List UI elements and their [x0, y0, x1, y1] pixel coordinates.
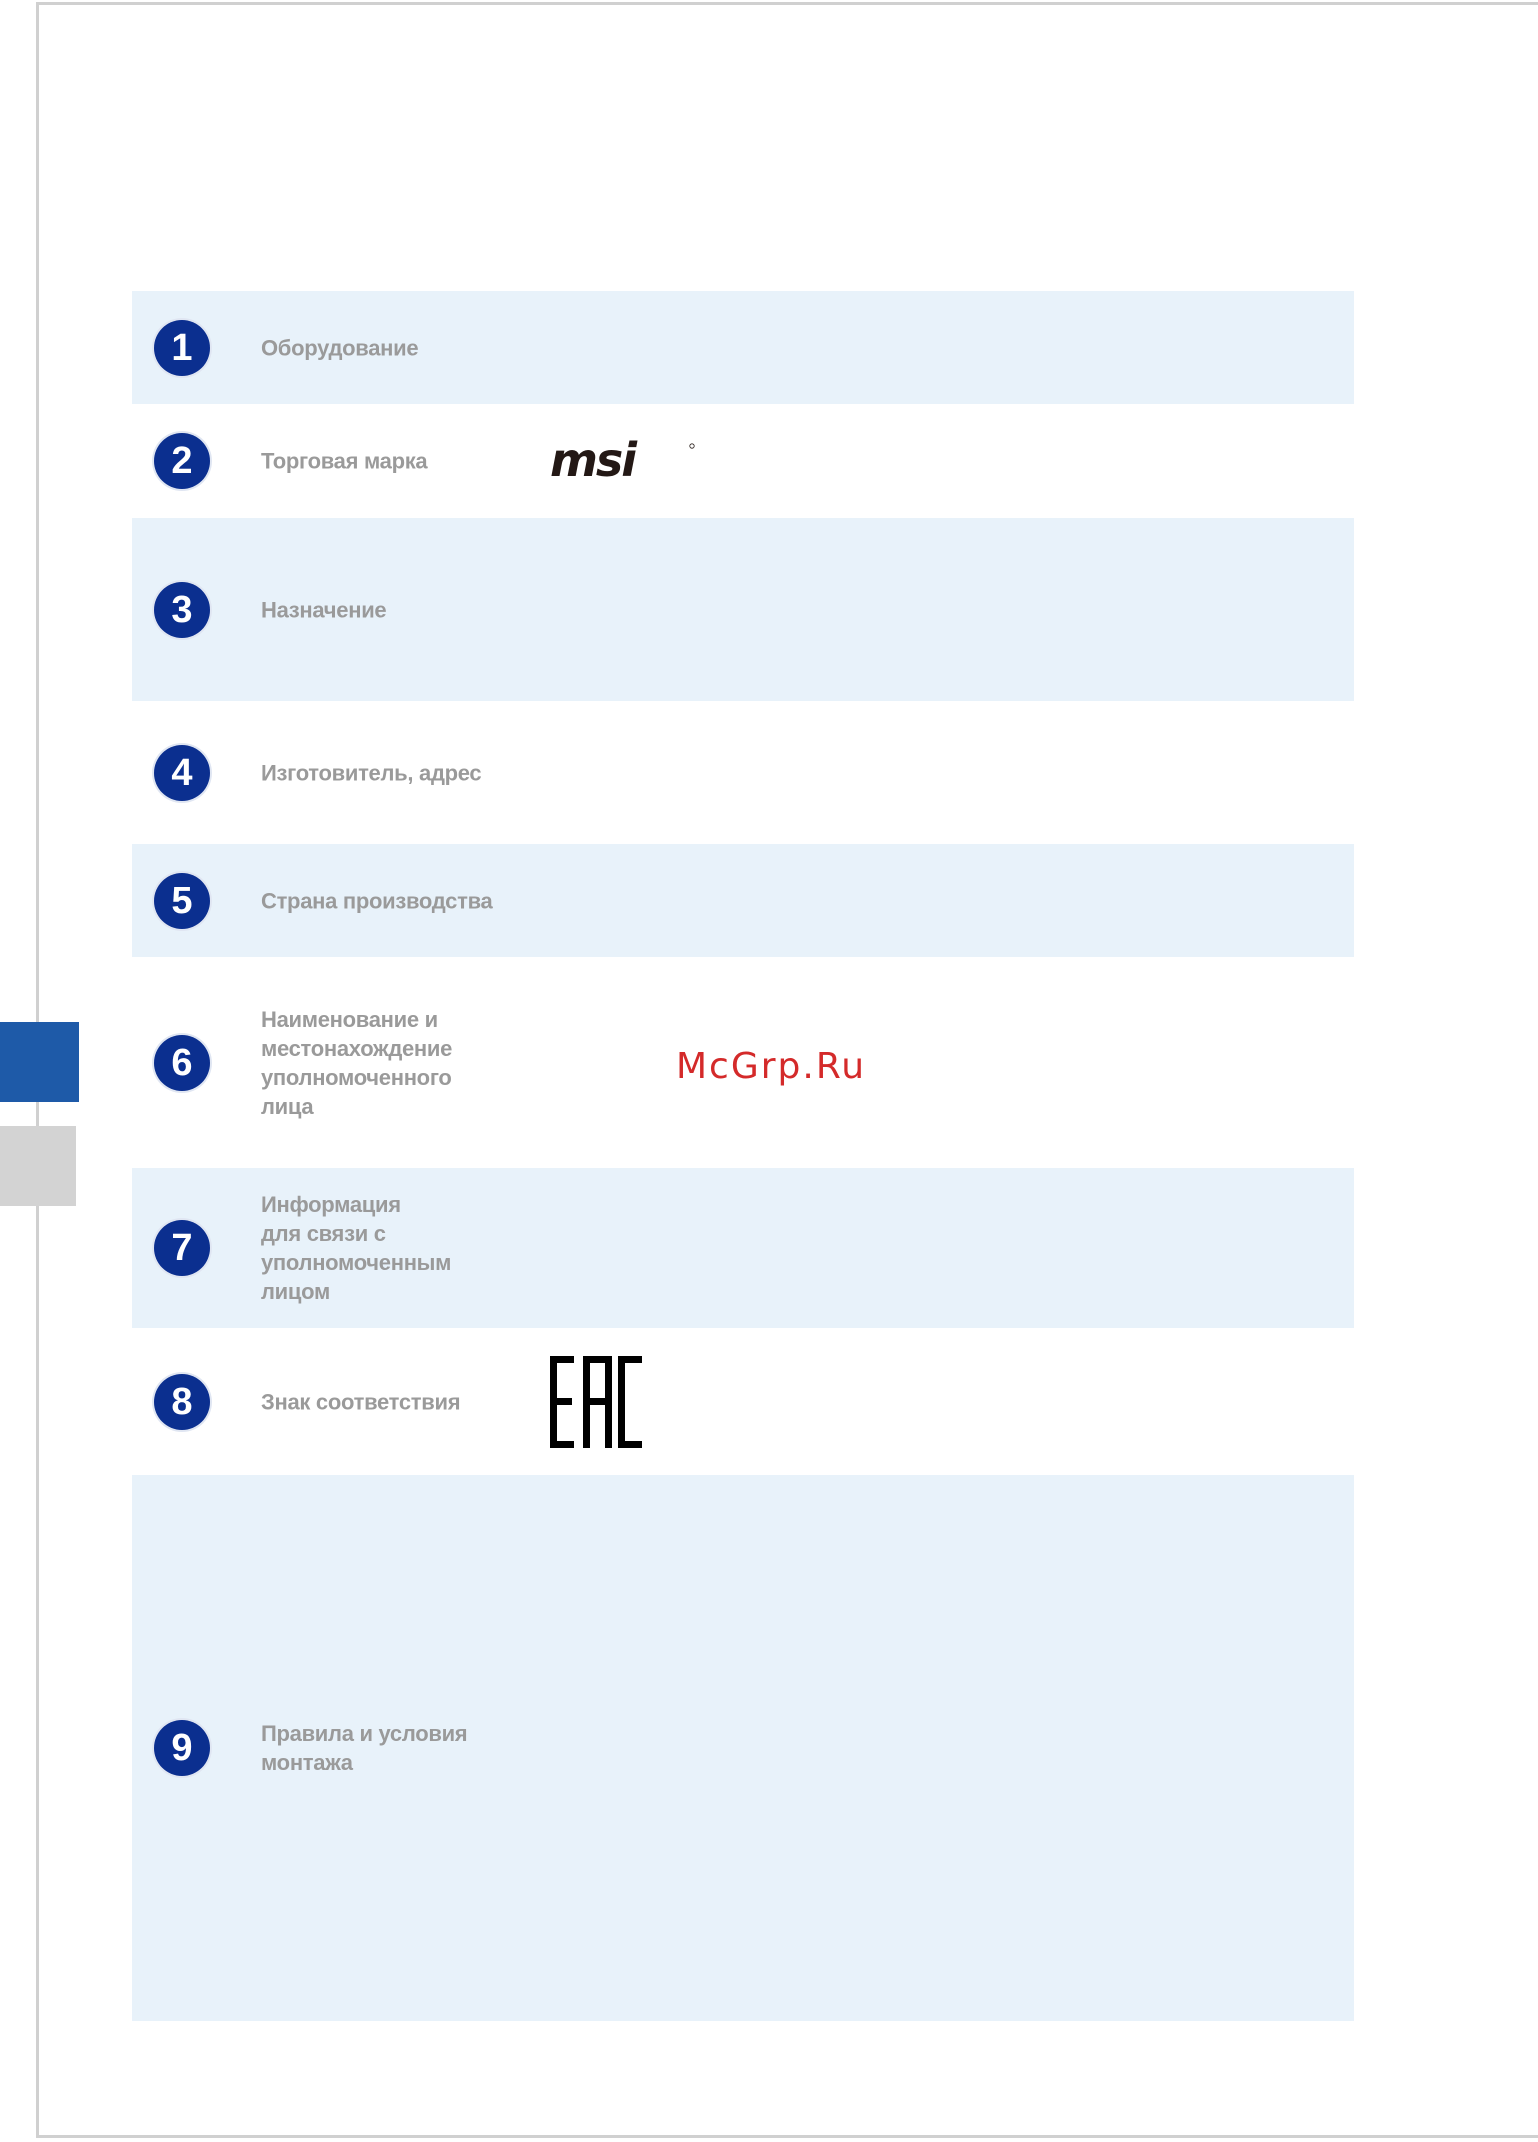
- table-row: [132, 1168, 1354, 1328]
- row-label: Наименование и местонахождение уполномоченного лица: [261, 1006, 453, 1119]
- msi-logo: [550, 436, 700, 486]
- row-label: Знак соответствия: [261, 1389, 461, 1414]
- table-row: [132, 291, 1354, 404]
- number-badge: 2: [154, 433, 210, 489]
- product-info-table: [132, 291, 1354, 2021]
- chapter-tab-active: [0, 1022, 79, 1102]
- number-badge: 9: [154, 1720, 210, 1776]
- table-row: [132, 1475, 1354, 2021]
- number-badge: 7: [154, 1220, 210, 1276]
- svg-text:msi: msi: [550, 436, 636, 486]
- number-badge: 3: [154, 582, 210, 638]
- watermark-text: McGrp.Ru: [676, 1046, 867, 1087]
- row-label: Изготовитель, адрес: [261, 760, 482, 785]
- row-label: Правила и условия монтажа: [261, 1721, 468, 1775]
- row-label: Оборудование: [261, 335, 419, 360]
- row-label: Назначение: [261, 597, 387, 622]
- chapter-tab-inactive: [0, 1126, 76, 1206]
- table-row: [132, 518, 1354, 701]
- number-badge: 5: [154, 873, 210, 929]
- table-row: [132, 844, 1354, 957]
- row-label: Торговая марка: [261, 448, 428, 474]
- row-label: Информация для связи с уполномоченным лицом: [261, 1192, 452, 1304]
- number-badge: 8: [154, 1374, 210, 1430]
- number-badge: 4: [154, 745, 210, 801]
- table-row: [132, 404, 1354, 518]
- eac-mark-logo: [550, 1356, 642, 1448]
- table-row: [132, 1328, 1354, 1475]
- number-badge: 6: [154, 1035, 210, 1091]
- row-label: Страна производства: [261, 888, 493, 913]
- table-row: [132, 701, 1354, 844]
- number-badge: 1: [154, 320, 210, 376]
